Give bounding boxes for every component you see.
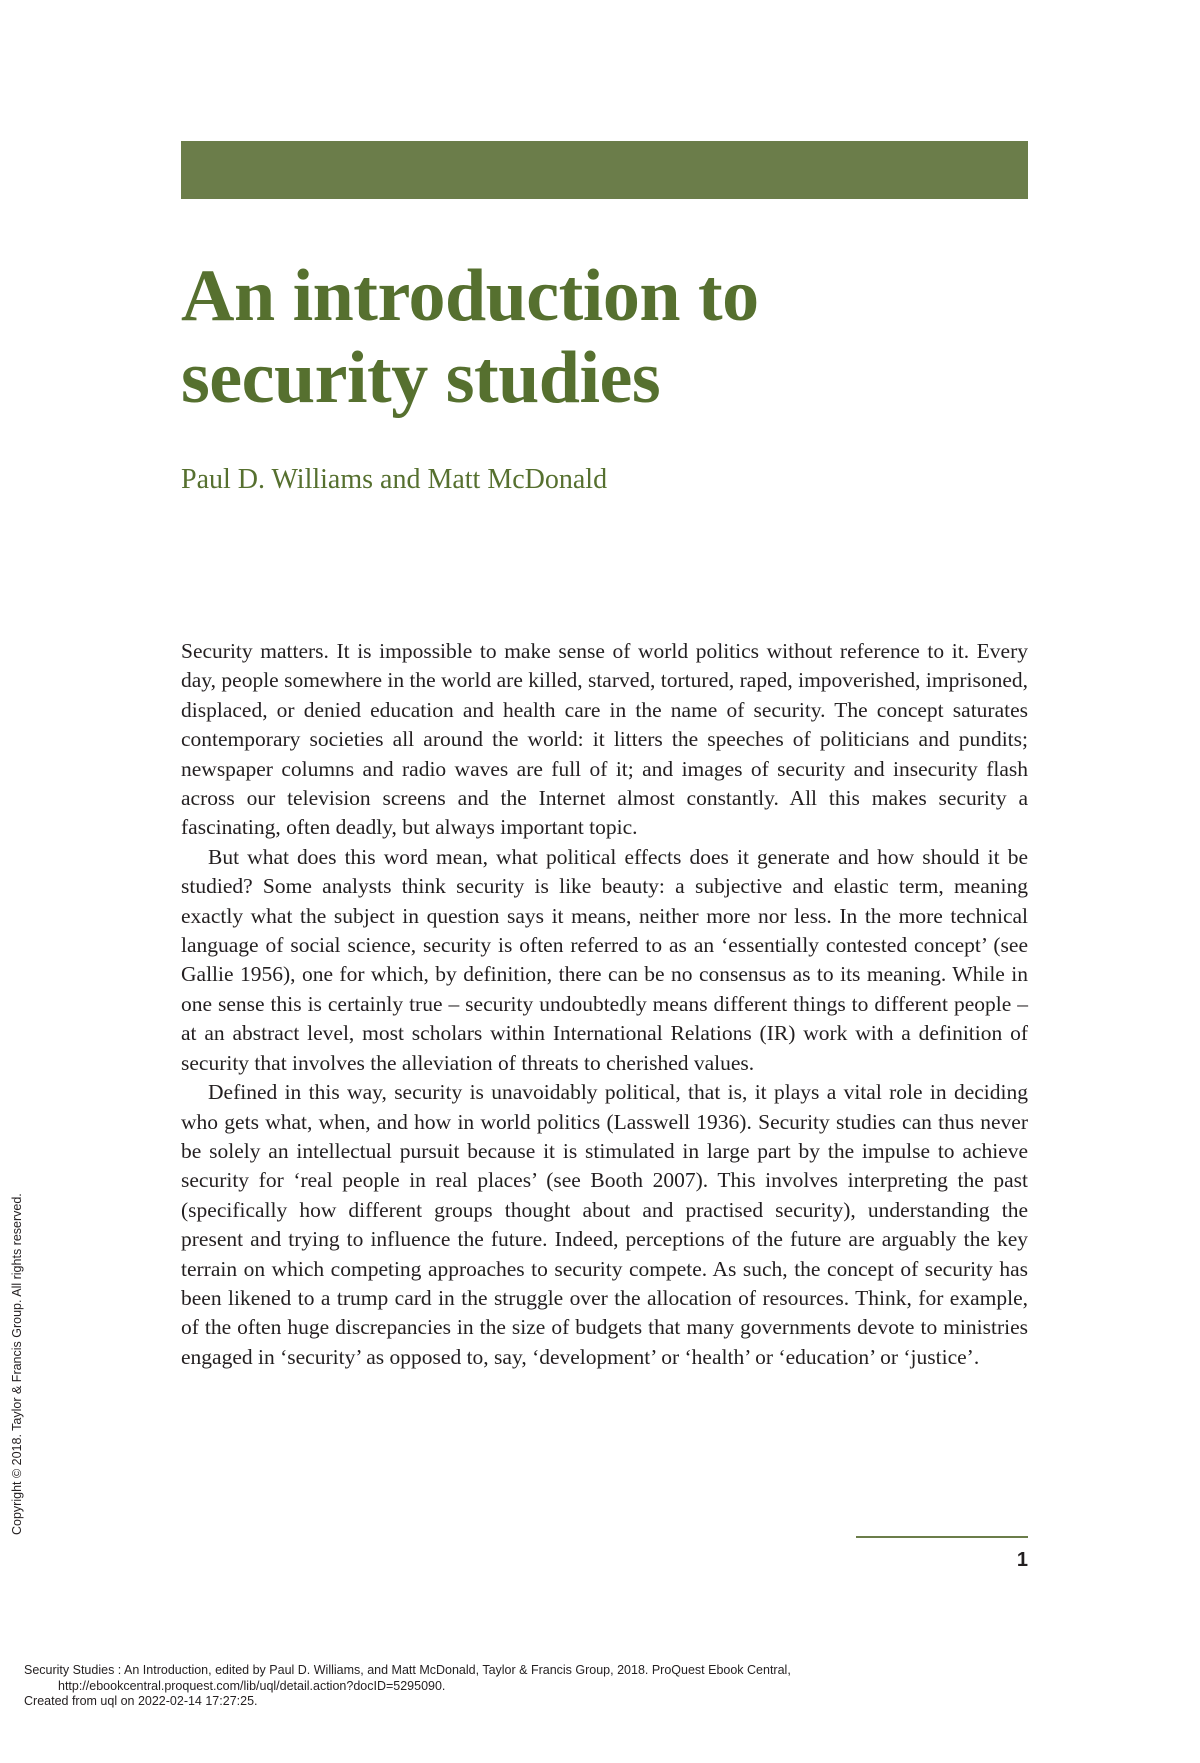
side-copyright-notice: Copyright © 2018. Taylor & Francis Group. All rights reserved. [10, 1193, 24, 1535]
footer-citation-line: Security Studies : An Introduction, edited by Paul D. Williams, and Matt McDonald, Taylor & Francis Group, 2018. ProQuest Ebook Central, [24, 1663, 791, 1677]
page-number-rule [856, 1536, 1028, 1538]
chapter-title [181, 255, 1061, 419]
footer-url-link[interactable]: http://ebookcentral.proquest.com/lib/uql/detail.action?docID=5295090. [58, 1678, 446, 1693]
chapter-authors: Paul D. Williams and Matt McDonald [181, 464, 608, 495]
chapter-title-line-2: security studies [181, 337, 661, 419]
body-paragraph-1: Security matters. It is impossible to make sense of world politics without reference to it. Every day, people somewhere in the world are killed, starved, tortured, raped, impoverished, imprisoned, displaced, or denied education and health care in the name of security. The concept saturates contemporary societies all around the world: it litters the speeches of politicians and pundits; newspaper columns and radio waves are full of it; and images of security and insecurity flash across our television screens and the Internet almost constantly. All this makes security a fascinating, often deadly, but always important topic. [181, 639, 1029, 840]
body-paragraph-3: Defined in this way, security is unavoidably political, that is, it plays a vital role in deciding who gets what, when, and how in world politics (Lasswell 1936). Security studies can thus never be solely an intellectual pursuit because it is stimulated in large part by the impulse to achieve security for ‘real people in real places’ (see Booth 2007). This involves interpreting the past (specifically how different groups thought about and practised security), understanding the present and trying to influence the future. Indeed, perceptions of the future are arguably the key terrain on which competing approaches to security compete. As such, the concept of security has been likened to a trump card in the struggle over the allocation of resources. Think, for example, of the often huge discrepancies in the size of budgets that many governments devote to ministries engaged in ‘security’ as opposed to, say, ‘development’ or ‘health’ or ‘education’ or ‘justice’. [181, 1080, 1028, 1369]
chapter-title-line-1: An introduction to [181, 255, 759, 337]
page-number: 1 [1016, 1549, 1028, 1571]
body-text [181, 637, 1028, 1372]
body-paragraph-2: But what does this word mean, what political effects does it generate and how should it be studied? Some analysts think security is like beauty: a subjective and elastic term, meaning exactly what the subject in question says it means, neither more nor less. In the more technical language of social science, security is often referred to as an ‘essentially contested concept’ (see Gallie 1956), one for which, by definition, there can be no consensus as to its meaning. While in one sense this is certainly true – security undoubtedly means different things to different people – at an abstract level, most scholars within International Relations (IR) work with a definition of security that involves the alleviation of threats to cherished values. [181, 844, 1028, 1075]
footer-citation [24, 1663, 791, 1710]
footer-created-line: Created from uql on 2022-02-14 17:27:25. [24, 1694, 258, 1708]
chapter-header-bar [181, 141, 1028, 199]
